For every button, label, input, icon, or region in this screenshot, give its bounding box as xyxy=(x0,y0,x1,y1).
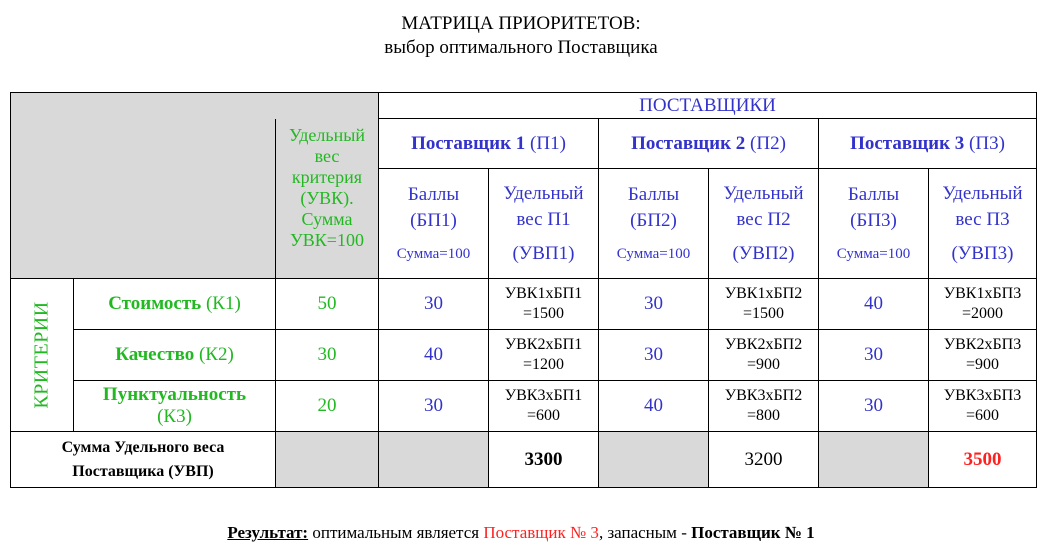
totals-label-line1: Сумма Удельного веса xyxy=(61,438,225,456)
criterion-weight-header-line: Удельный xyxy=(289,125,365,145)
matrix-title: МАТРИЦА ПРИОРИТЕТОВ: xyxy=(401,13,641,34)
totals-gray-cell xyxy=(276,432,379,488)
weight-formula-cell xyxy=(489,330,599,381)
score-header-p1 xyxy=(379,169,489,279)
supplier-2-name: Поставщик 2 xyxy=(631,132,746,154)
formula-value: =2000 xyxy=(961,305,1004,322)
criterion-weight-header-line: критерия xyxy=(291,167,363,187)
weight-formula-cell xyxy=(709,279,819,330)
supplier-3-name: Поставщик 3 xyxy=(850,132,965,154)
formula: УВК3хБП2 xyxy=(724,387,803,404)
criterion-name: Качество xyxy=(115,344,195,365)
weight-name: вес П1 xyxy=(516,208,571,230)
criterion-row-1-name xyxy=(74,279,276,330)
weight-label: Удельный xyxy=(942,182,1023,204)
score-cell: 30 xyxy=(379,279,489,330)
totals-gray-cell xyxy=(599,432,709,488)
score-label: Баллы xyxy=(847,183,900,205)
criteria-vertical-label xyxy=(11,279,74,432)
result-line xyxy=(0,522,1042,544)
formula-value: =600 xyxy=(965,407,1000,424)
result-text-2: , запасным - xyxy=(598,523,692,542)
suppliers-header: ПОСТАВЩИКИ xyxy=(379,93,1037,119)
criterion-name: Пунктуальность xyxy=(102,384,247,405)
total-supplier-3: 3500 xyxy=(929,432,1037,488)
weight-header-p2 xyxy=(709,169,819,279)
weight-formula-cell xyxy=(929,279,1037,330)
supplier-1-header xyxy=(379,119,599,169)
score-sum: Сумма=100 xyxy=(396,245,471,262)
supplier-1-code: (П1) xyxy=(530,132,566,154)
totals-gray-cell xyxy=(379,432,489,488)
score-label: Баллы xyxy=(407,183,460,205)
score-cell: 30 xyxy=(379,381,489,432)
criterion-row-3-name xyxy=(74,381,276,432)
matrix-subtitle: выбор оптимального Поставщика xyxy=(384,37,658,58)
criterion-weight: 30 xyxy=(276,330,379,381)
weight-header-p3 xyxy=(929,169,1037,279)
score-label: Баллы xyxy=(627,183,680,205)
criterion-name: Стоимость xyxy=(108,293,202,314)
formula: УВК1хБП2 xyxy=(724,285,803,302)
formula-value: =800 xyxy=(746,407,781,424)
criterion-code: (К2) xyxy=(198,344,234,365)
criterion-code: (К1) xyxy=(205,293,241,314)
weight-label: Удельный xyxy=(503,182,584,204)
weight-code: (УВП3) xyxy=(951,242,1014,264)
total-supplier-1: 3300 xyxy=(489,432,599,488)
weight-name: вес П3 xyxy=(955,208,1010,230)
weight-name: вес П2 xyxy=(736,208,791,230)
weight-formula-cell xyxy=(709,381,819,432)
score-cell: 30 xyxy=(599,279,709,330)
result-backup-supplier: Поставщик № 1 xyxy=(691,523,815,542)
criterion-weight-header-line: Сумма xyxy=(301,209,353,229)
criterion-weight-header xyxy=(275,119,378,280)
score-header-p2 xyxy=(599,169,709,279)
supplier-1-name: Поставщик 1 xyxy=(411,132,526,154)
score-sum: Сумма=100 xyxy=(616,245,691,262)
weight-formula-cell xyxy=(489,381,599,432)
result-text-1: оптимальным является xyxy=(308,523,484,542)
weight-header-p1 xyxy=(489,169,599,279)
score-cell: 30 xyxy=(599,330,709,381)
totals-label xyxy=(11,432,276,488)
formula: УВК1хБП1 xyxy=(504,285,583,302)
formula: УВК3хБП3 xyxy=(943,387,1022,404)
criterion-weight-header-line: (УВК). xyxy=(300,188,354,208)
weight-formula-cell xyxy=(929,381,1037,432)
criterion-row-2-name xyxy=(74,330,276,381)
result-best-supplier: Поставщик № 3 xyxy=(483,523,599,542)
criteria-label-text: КРИТЕРИИ xyxy=(30,301,53,409)
supplier-2-header xyxy=(599,119,819,169)
score-header-p3 xyxy=(819,169,929,279)
weight-label: Удельный xyxy=(723,182,804,204)
formula: УВК2хБП3 xyxy=(943,336,1022,353)
formula: УВК2хБП1 xyxy=(504,336,583,353)
supplier-3-code: (П3) xyxy=(969,132,1005,154)
formula-value: =1500 xyxy=(742,305,785,322)
formula-value: =1500 xyxy=(522,305,565,322)
supplier-3-header xyxy=(819,119,1037,169)
formula-value: =900 xyxy=(965,356,1000,373)
formula: УВК3хБП1 xyxy=(504,387,583,404)
weight-code: (УВП1) xyxy=(512,242,575,264)
score-code: (БП1) xyxy=(410,209,457,231)
criterion-weight-header-line: вес xyxy=(314,146,340,166)
weight-formula-cell xyxy=(709,330,819,381)
totals-gray-cell xyxy=(819,432,929,488)
weight-code: (УВП2) xyxy=(732,242,795,264)
criterion-weight-header-line: УВК=100 xyxy=(290,230,364,250)
priority-matrix-table xyxy=(10,92,1037,488)
weight-formula-cell xyxy=(489,279,599,330)
formula-value: =900 xyxy=(746,356,781,373)
formula: УВК2хБП2 xyxy=(724,336,803,353)
score-cell: 30 xyxy=(819,381,929,432)
score-cell: 40 xyxy=(819,279,929,330)
total-supplier-2: 3200 xyxy=(709,432,819,488)
score-cell: 40 xyxy=(379,330,489,381)
formula-value: =1200 xyxy=(522,356,565,373)
score-sum: Сумма=100 xyxy=(836,245,911,262)
totals-label-line2: Поставщика (УВП) xyxy=(72,462,214,480)
criterion-code: (К3) xyxy=(157,406,192,427)
score-cell: 30 xyxy=(819,330,929,381)
score-code: (БП3) xyxy=(850,209,897,231)
score-cell: 40 xyxy=(599,381,709,432)
score-code: (БП2) xyxy=(630,209,677,231)
criterion-weight: 20 xyxy=(276,381,379,432)
criterion-weight: 50 xyxy=(276,279,379,330)
result-label: Результат: xyxy=(227,523,309,542)
formula-value: =600 xyxy=(526,407,561,424)
supplier-2-code: (П2) xyxy=(750,132,786,154)
formula: УВК1хБП3 xyxy=(943,285,1022,302)
weight-formula-cell xyxy=(929,330,1037,381)
